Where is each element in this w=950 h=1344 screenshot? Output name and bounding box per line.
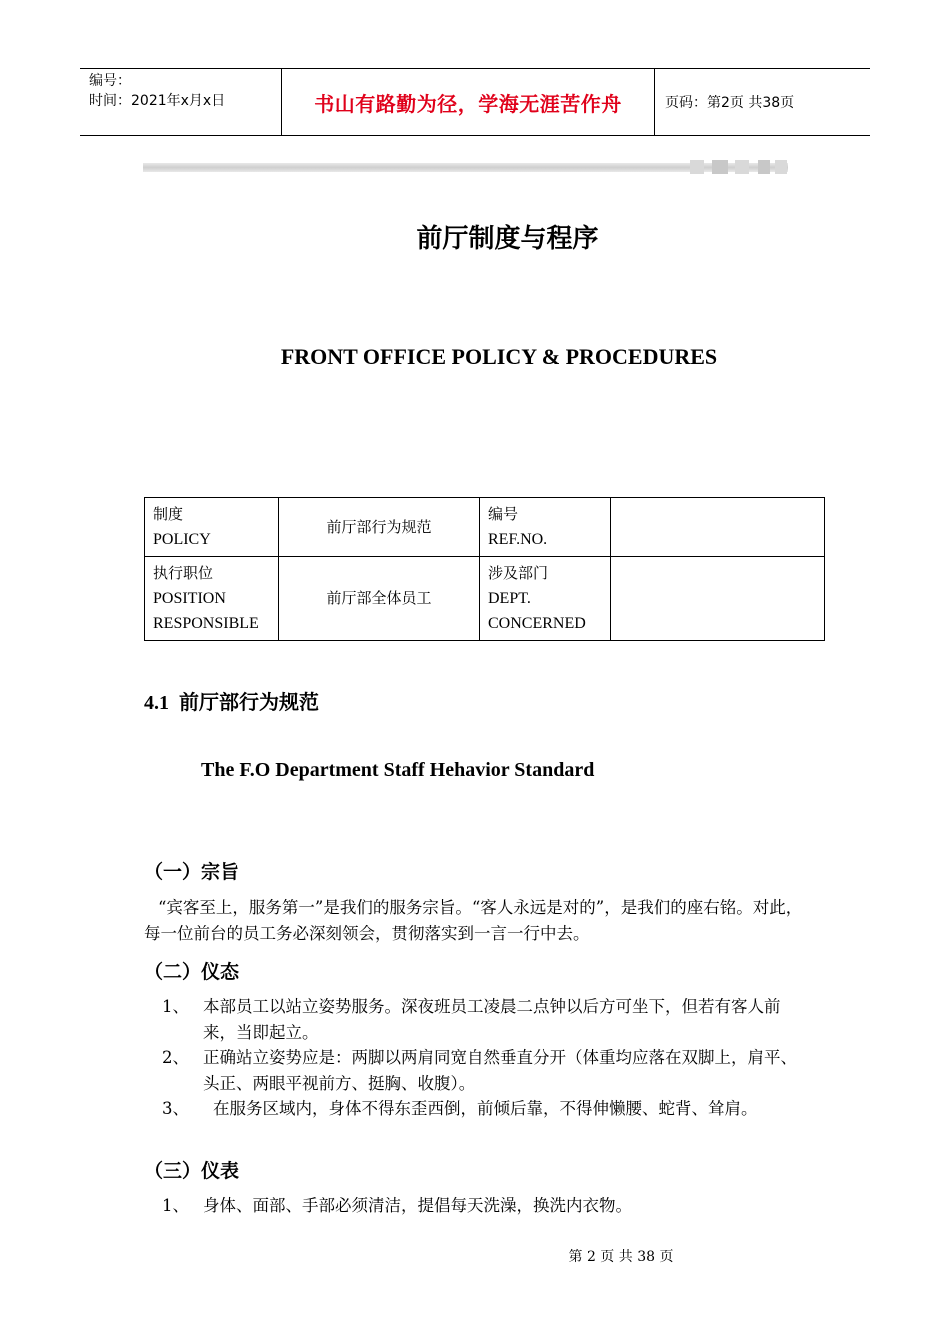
section-title-en: The F.O Department Staff Hehavior Standard (201, 759, 595, 781)
position-label-cell (145, 557, 279, 641)
dept-label-en: DEPT. (488, 590, 531, 607)
header-number-label: 编号： (89, 73, 131, 89)
section-title-cn: 前厅部行为规范 (179, 690, 319, 714)
header-motto: 书山有路勤为径，学海无涯苦作舟 (282, 69, 655, 135)
policy-label-cell (145, 498, 279, 557)
page-header (80, 68, 870, 136)
divider-segment (775, 160, 787, 174)
position-label-en: RESPONSIBLE (153, 615, 259, 632)
list-item-number: 1、 (162, 997, 189, 1016)
ref-label-en: REF.NO. (488, 531, 548, 548)
part3-heading: （三）仪表 (144, 1160, 240, 1182)
part2-heading: （二）仪态 (144, 961, 240, 983)
section-heading (144, 686, 319, 715)
list-item (144, 1045, 808, 1097)
section-number: 4.1 (144, 692, 169, 714)
header-page-info: 页码：第2页 共38页 (665, 95, 795, 111)
page-title-en: FRONT OFFICE POLICY & PROCEDURES (280, 344, 718, 369)
divider-segment (690, 160, 704, 174)
position-label-cn: 执行职位 (153, 564, 214, 582)
position-label-en: POSITION (153, 590, 226, 607)
divider-segment (758, 160, 770, 174)
part1-heading: （一）宗旨 (144, 861, 240, 883)
list-item-number: 2、 (162, 1048, 189, 1067)
ref-label-cell (480, 498, 611, 557)
page-title-cn: 前厅制度与程序 (416, 224, 599, 254)
policy-label-en: POLICY (153, 531, 211, 548)
dept-label-cell (480, 557, 611, 641)
dept-label-en: CONCERNED (488, 615, 586, 632)
policy-table (144, 497, 825, 641)
list-item-number: 3、 (162, 1099, 189, 1118)
list-item (144, 994, 808, 1046)
ref-label-cn: 编号 (488, 505, 519, 523)
divider-segment (735, 160, 749, 174)
list-item-number: 1、 (162, 1196, 189, 1215)
list-item-text: 身体、面部、手部必须清洁，提倡每天洗澡，换洗内衣物。 (203, 1196, 632, 1215)
list-item-text: 本部员工以站立姿势服务。深夜班员工凌晨二点钟以后方可坐下，但若有客人前来，当即起立。 (203, 997, 781, 1042)
policy-label-cn: 制度 (153, 505, 184, 523)
list-item-text: 在服务区域内，身体不得东歪西倒，前倾后靠，不得伸懒腰、蛇背、耸肩。 (213, 1099, 758, 1118)
list-item (144, 1193, 808, 1219)
page-footer: 第 2 页 共 38 页 (568, 1249, 674, 1265)
divider-segment (712, 160, 728, 174)
table-row (145, 498, 825, 557)
list-item (144, 1096, 808, 1122)
ref-value-cell (611, 498, 825, 557)
dept-label-cn: 涉及部门 (488, 564, 549, 582)
policy-value-cell: 前厅部行为规范 (279, 498, 480, 557)
header-left-cell (80, 69, 282, 135)
list-item-text: 正确站立姿势应是：两脚以两肩同宽自然垂直分开（体重均应落在双脚上，肩平、头正、两眼平视前方、挺胸、收腹）。 (203, 1048, 797, 1093)
position-value-cell: 前厅部全体员工 (279, 557, 480, 641)
part1-paragraph: “宾客至上，服务第一”是我们的服务宗旨。“客人永远是对的”，是我们的座右铭。对此，每一位前台的员工务必深刻领会，贯彻落实到一言一行中去。 (144, 898, 803, 943)
table-row (145, 557, 825, 641)
header-time-label: 时间：2021年x月x日 (89, 93, 226, 109)
dept-value-cell (611, 557, 825, 641)
